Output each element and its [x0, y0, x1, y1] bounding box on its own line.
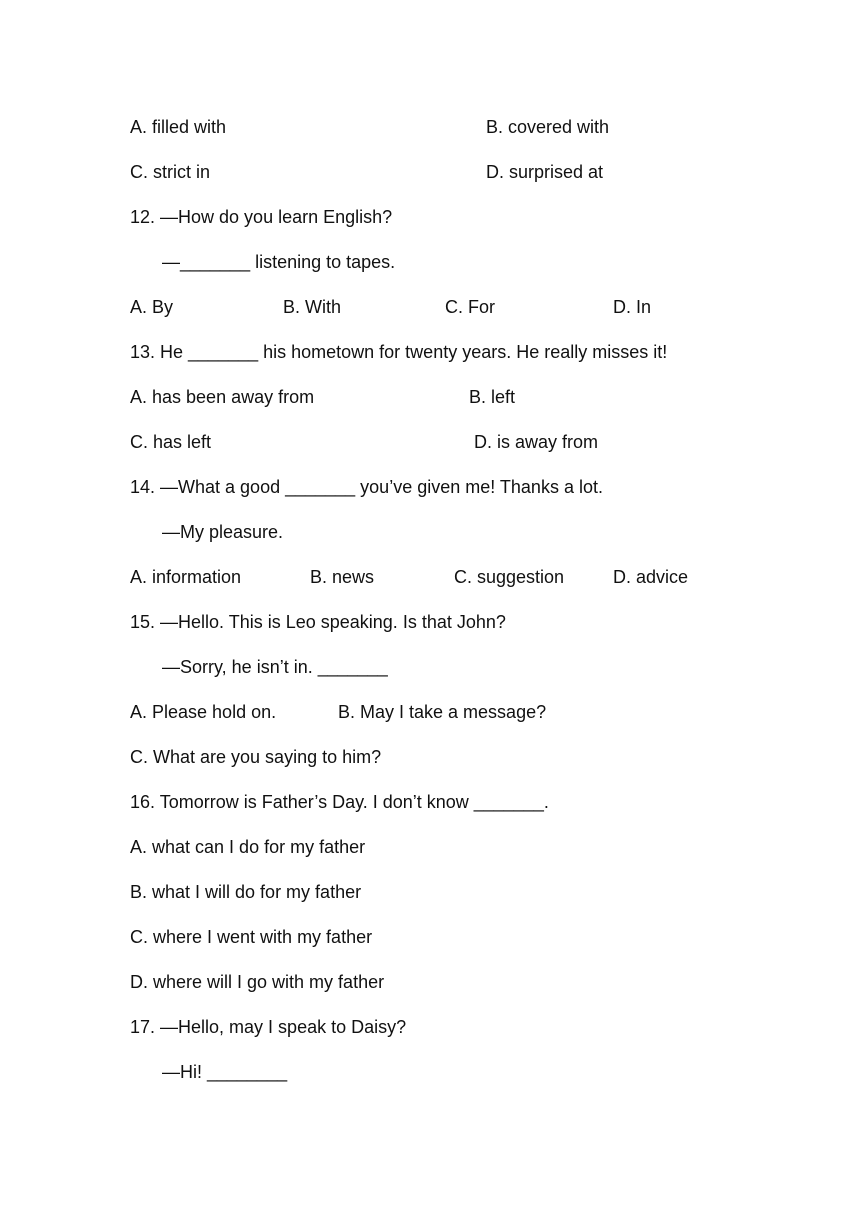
q14-reply: —My pleasure.: [162, 522, 284, 542]
q15-question: 15. —Hello. This is Leo speaking. Is that John?: [130, 612, 506, 632]
q12-option-a: A. By: [130, 297, 174, 317]
q13-question: 13. He _______ his hometown for twenty years. He really misses it!: [130, 342, 668, 362]
q12-option-d: D. In: [613, 297, 652, 317]
q14-option-a: A. information: [130, 567, 242, 587]
q12-option-b: B. With: [283, 297, 342, 317]
q17-question: 17. —Hello, may I speak to Daisy?: [130, 1017, 407, 1037]
q13-option-c: C. has left: [130, 432, 212, 452]
q16-option-c: C. where I went with my father: [130, 927, 373, 947]
q13-option-d: D. is away from: [474, 432, 599, 452]
q13-option-a: A. has been away from: [130, 387, 315, 407]
q15-option-c: C. What are you saying to him?: [130, 747, 382, 767]
q11-option-a: A. filled with: [130, 117, 227, 137]
q14-option-c: C. suggestion: [454, 567, 565, 587]
q16-question: 16. Tomorrow is Father’s Day. I don’t know _______.: [130, 792, 549, 812]
q12-reply: —_______ listening to tapes.: [162, 252, 396, 272]
q15-option-b: B. May I take a message?: [338, 702, 547, 722]
q16-option-d: D. where will I go with my father: [130, 972, 385, 992]
q16-option-b: B. what I will do for my father: [130, 882, 362, 902]
q12-question: 12. —How do you learn English?: [130, 207, 393, 227]
q15-option-a: A. Please hold on.: [130, 702, 277, 722]
q14-option-b: B. news: [310, 567, 375, 587]
q15-reply: —Sorry, he isn’t in. _______: [162, 657, 388, 677]
q11-option-d: D. surprised at: [486, 162, 604, 182]
q16-option-a: A. what can I do for my father: [130, 837, 366, 857]
q14-question: 14. —What a good _______ you’ve given me! Thanks a lot.: [130, 477, 603, 497]
q11-option-c: C. strict in: [130, 162, 211, 182]
q17-reply: —Hi! ________: [162, 1062, 288, 1082]
q12-option-c: C. For: [445, 297, 496, 317]
q13-option-b: B. left: [469, 387, 516, 407]
q14-option-d: D. advice: [613, 567, 689, 587]
q11-option-b: B. covered with: [486, 117, 610, 137]
